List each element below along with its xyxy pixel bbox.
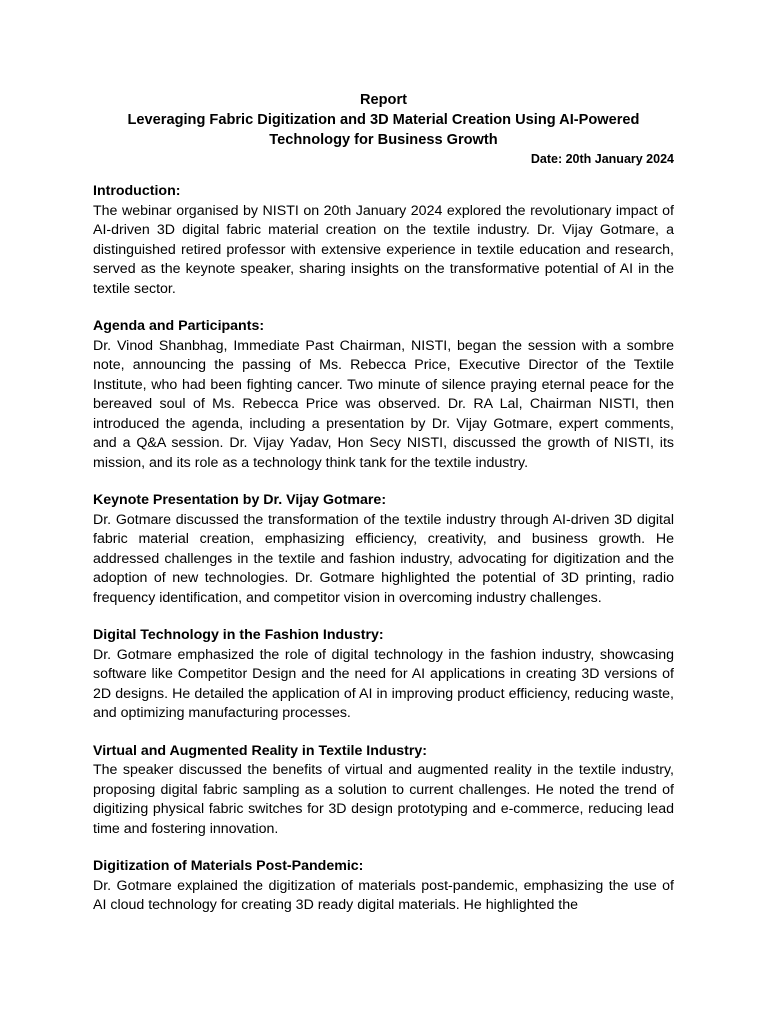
section-body: Dr. Gotmare discussed the transformation of the textile industry through AI-driven 3D digital fabric material creation, emphasizing efficiency, creativity, and business growth. He addressed challenges in the textile and fashion industry, advocating for digitization and the adoption of new technologies. Dr. Gotmare highlighted the potential of 3D printing, radio frequency identification, and competitor vision in overcoming industry challenges. xyxy=(93,511,674,606)
section-heading: Agenda and Participants: xyxy=(93,318,265,334)
section-body: Dr. Vinod Shanbhag, Immediate Past Chairman, NISTI, began the session with a sombre note, announcing the passing of Ms. Rebecca Price, Executive Director of the Textile Institute, who had been fighting cancer. Two minute of silence praying eternal peace for the bereaved soul of Ms. Rebecca Price was observed. Dr. RA Lal, Chairman NISTI, then introduced the agenda, including a presentation by Dr. Vijay Gotmare, expert comments, and a Q&A session. Dr. Vijay Yadav, Hon Secy NISTI, discussed the growth of NISTI, its mission, and its role as a technology think tank for the textile industry. xyxy=(93,337,674,471)
section-heading: Virtual and Augmented Reality in Textile Industry: xyxy=(93,742,427,759)
report-title-block xyxy=(93,90,674,150)
report-label: Report xyxy=(359,92,408,108)
section-body: The webinar organised by NISTI on 20th January 2024 explored the revolutionary impact of AI-driven 3D digital fabric material creation on the textile industry. Dr. Vijay Gotmare, a distinguished retired professor with extensive experience in textile education and research, served as the keynote speaker, sharing insights on the transformative potential of AI in the textile sector. xyxy=(93,202,674,297)
section-digitization-materials xyxy=(93,857,674,916)
section-heading: Keynote Presentation by Dr. Vijay Gotmare: xyxy=(93,492,387,508)
section-agenda-participants xyxy=(93,317,674,473)
section-keynote xyxy=(93,491,674,608)
section-heading: Digitization of Materials Post-Pandemic: xyxy=(93,858,364,874)
section-body: Dr. Gotmare emphasized the role of digital technology in the fashion industry, showcasing software like Competitor Design and the need for AI applications in creating 3D versions of 2D designs. He detailed the application of AI in improving product efficiency, reducing waste, and optimizing manufacturing processes. xyxy=(93,646,674,721)
report-date: Date: 20th January 2024 xyxy=(530,152,674,166)
section-digital-technology xyxy=(93,626,674,724)
section-heading: Digital Technology in the Fashion Industry: xyxy=(93,627,384,643)
report-title-line-2: Technology for Business Growth xyxy=(269,132,498,148)
section-introduction xyxy=(93,182,674,299)
report-page xyxy=(93,90,674,916)
section-body: Dr. Gotmare explained the digitization of materials post-pandemic, emphasizing the use of AI cloud technology for creating 3D ready digital materials. He highlighted the xyxy=(93,877,674,913)
section-heading: Introduction: xyxy=(93,183,181,199)
section-body: The speaker discussed the benefits of virtual and augmented reality in the textile industry, proposing digital fabric sampling as a solution to current challenges. He noted the trend of digitizing physical fabric switches for 3D design prototyping and e-commerce, reducing lead time and fostering innovation. xyxy=(93,762,674,837)
report-title-line-1: Leveraging Fabric Digitization and 3D Material Creation Using AI-Powered xyxy=(127,112,640,128)
section-virtual-augmented-reality xyxy=(93,742,674,840)
